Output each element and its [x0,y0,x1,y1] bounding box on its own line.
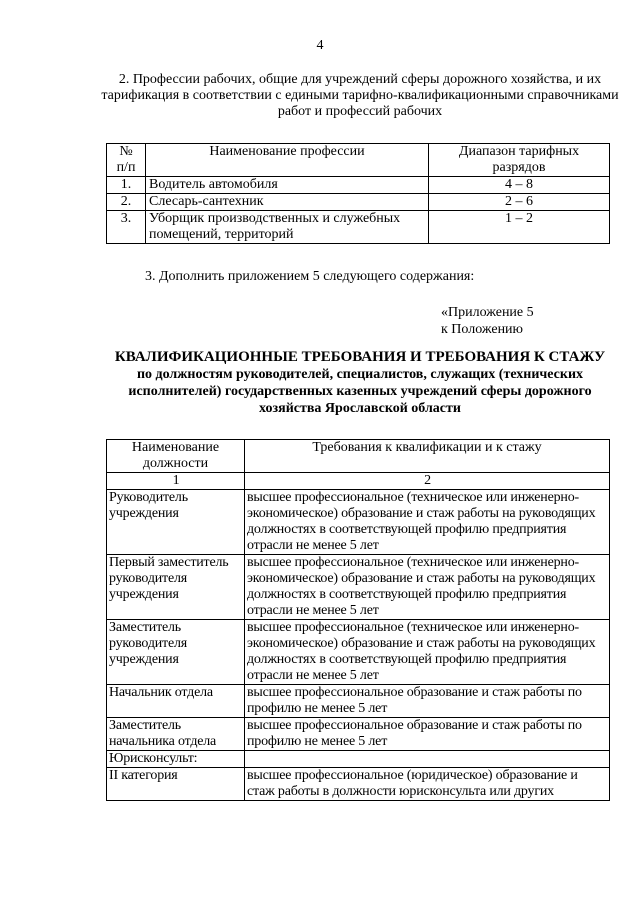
document-heading [100,348,620,417]
page-number: 4 [316,38,324,53]
column-number-2: 2 [245,473,610,490]
column-number-row [107,473,610,490]
table-row [107,620,610,685]
requirements: высшее профессиональное образование и стаж работы по профилю не менее 5 лет [245,685,610,718]
grade-range: 4 – 8 [429,177,610,194]
table-row [107,211,610,244]
requirements: высшее профессиональное (юридическое) образование и стаж работы в должности юрисконсульта или других [245,768,610,801]
row-number: 2. [107,194,146,211]
position-name: Руководитель учреждения [107,490,245,555]
position-name: Заместитель руководителя учреждения [107,620,245,685]
heading-subtitle: по должностям руководителей, специалистов, служащих (технических исполнителей) государственных казенных учреждений сферы дорожного хозяйства Ярославской области [128,367,592,416]
table-row [107,768,610,801]
header-requirements: Требования к квалификации и к стажу [245,440,610,473]
table-row [107,177,610,194]
appendix-line-2: к Положению [441,322,524,337]
table-row [107,194,610,211]
table-header-row [107,144,610,177]
profession-name: Водитель автомобиля [146,177,429,194]
requirements: высшее профессиональное (техническое или инженерно-экономическое) образование и стаж работы на руководящих должностях в соответствующей профилю предприятия отрасли не менее 5 лет [245,620,610,685]
professions-table [106,143,610,244]
header-grade-range: Диапазон тарифных разрядов [429,144,610,177]
row-number: 3. [107,211,146,244]
grade-range: 1 – 2 [429,211,610,244]
table-row [107,555,610,620]
row-number: 1. [107,177,146,194]
header-position: Наименование должности [107,440,245,473]
table-header-row [107,440,610,473]
requirements: высшее профессиональное (техническое или инженерно-экономическое) образование и стаж работы на руководящих должностях в соответствующей профилю предприятия отрасли не менее 5 лет [245,490,610,555]
profession-name: Слесарь-сантехник [146,194,429,211]
position-name: Начальник отдела [107,685,245,718]
grade-range: 2 – 6 [429,194,610,211]
requirements: высшее профессиональное образование и стаж работы по профилю не менее 5 лет [245,718,610,751]
appendix-reference [441,304,534,338]
position-name: Первый заместитель руководителя учреждения [107,555,245,620]
section-2-title: 2. Профессии рабочих, общие для учреждений сферы дорожного хозяйства, и их тарификация в соответствии с едиными тарифно-квалификационными справочниками работ и профессий рабочих [101,72,619,119]
appendix-line-1: «Приложение 5 [441,305,534,320]
table-row [107,685,610,718]
header-profession: Наименование профессии [146,144,429,177]
position-name: Заместитель начальника отдела [107,718,245,751]
table-row [107,718,610,751]
requirements: высшее профессиональное (техническое или инженерно-экономическое) образование и стаж работы на руководящих должностях в соответствующей профилю предприятия отрасли не менее 5 лет [245,555,610,620]
profession-name: Уборщик производственных и служебных помещений, территорий [146,211,429,244]
column-number-1: 1 [107,473,245,490]
heading-title: КВАЛИФИКАЦИОННЫЕ ТРЕБОВАНИЯ И ТРЕБОВАНИЯ К СТАЖУ [114,349,606,365]
table-row [107,751,610,768]
qualifications-table [106,439,610,801]
header-number: № п/п [107,144,146,177]
position-name: II категория [107,768,245,801]
item-3-text: 3. Дополнить приложением 5 следующего содержания: [145,269,475,284]
position-name: Юрисконсульт: [107,751,245,768]
table-row [107,490,610,555]
requirements [245,751,610,768]
